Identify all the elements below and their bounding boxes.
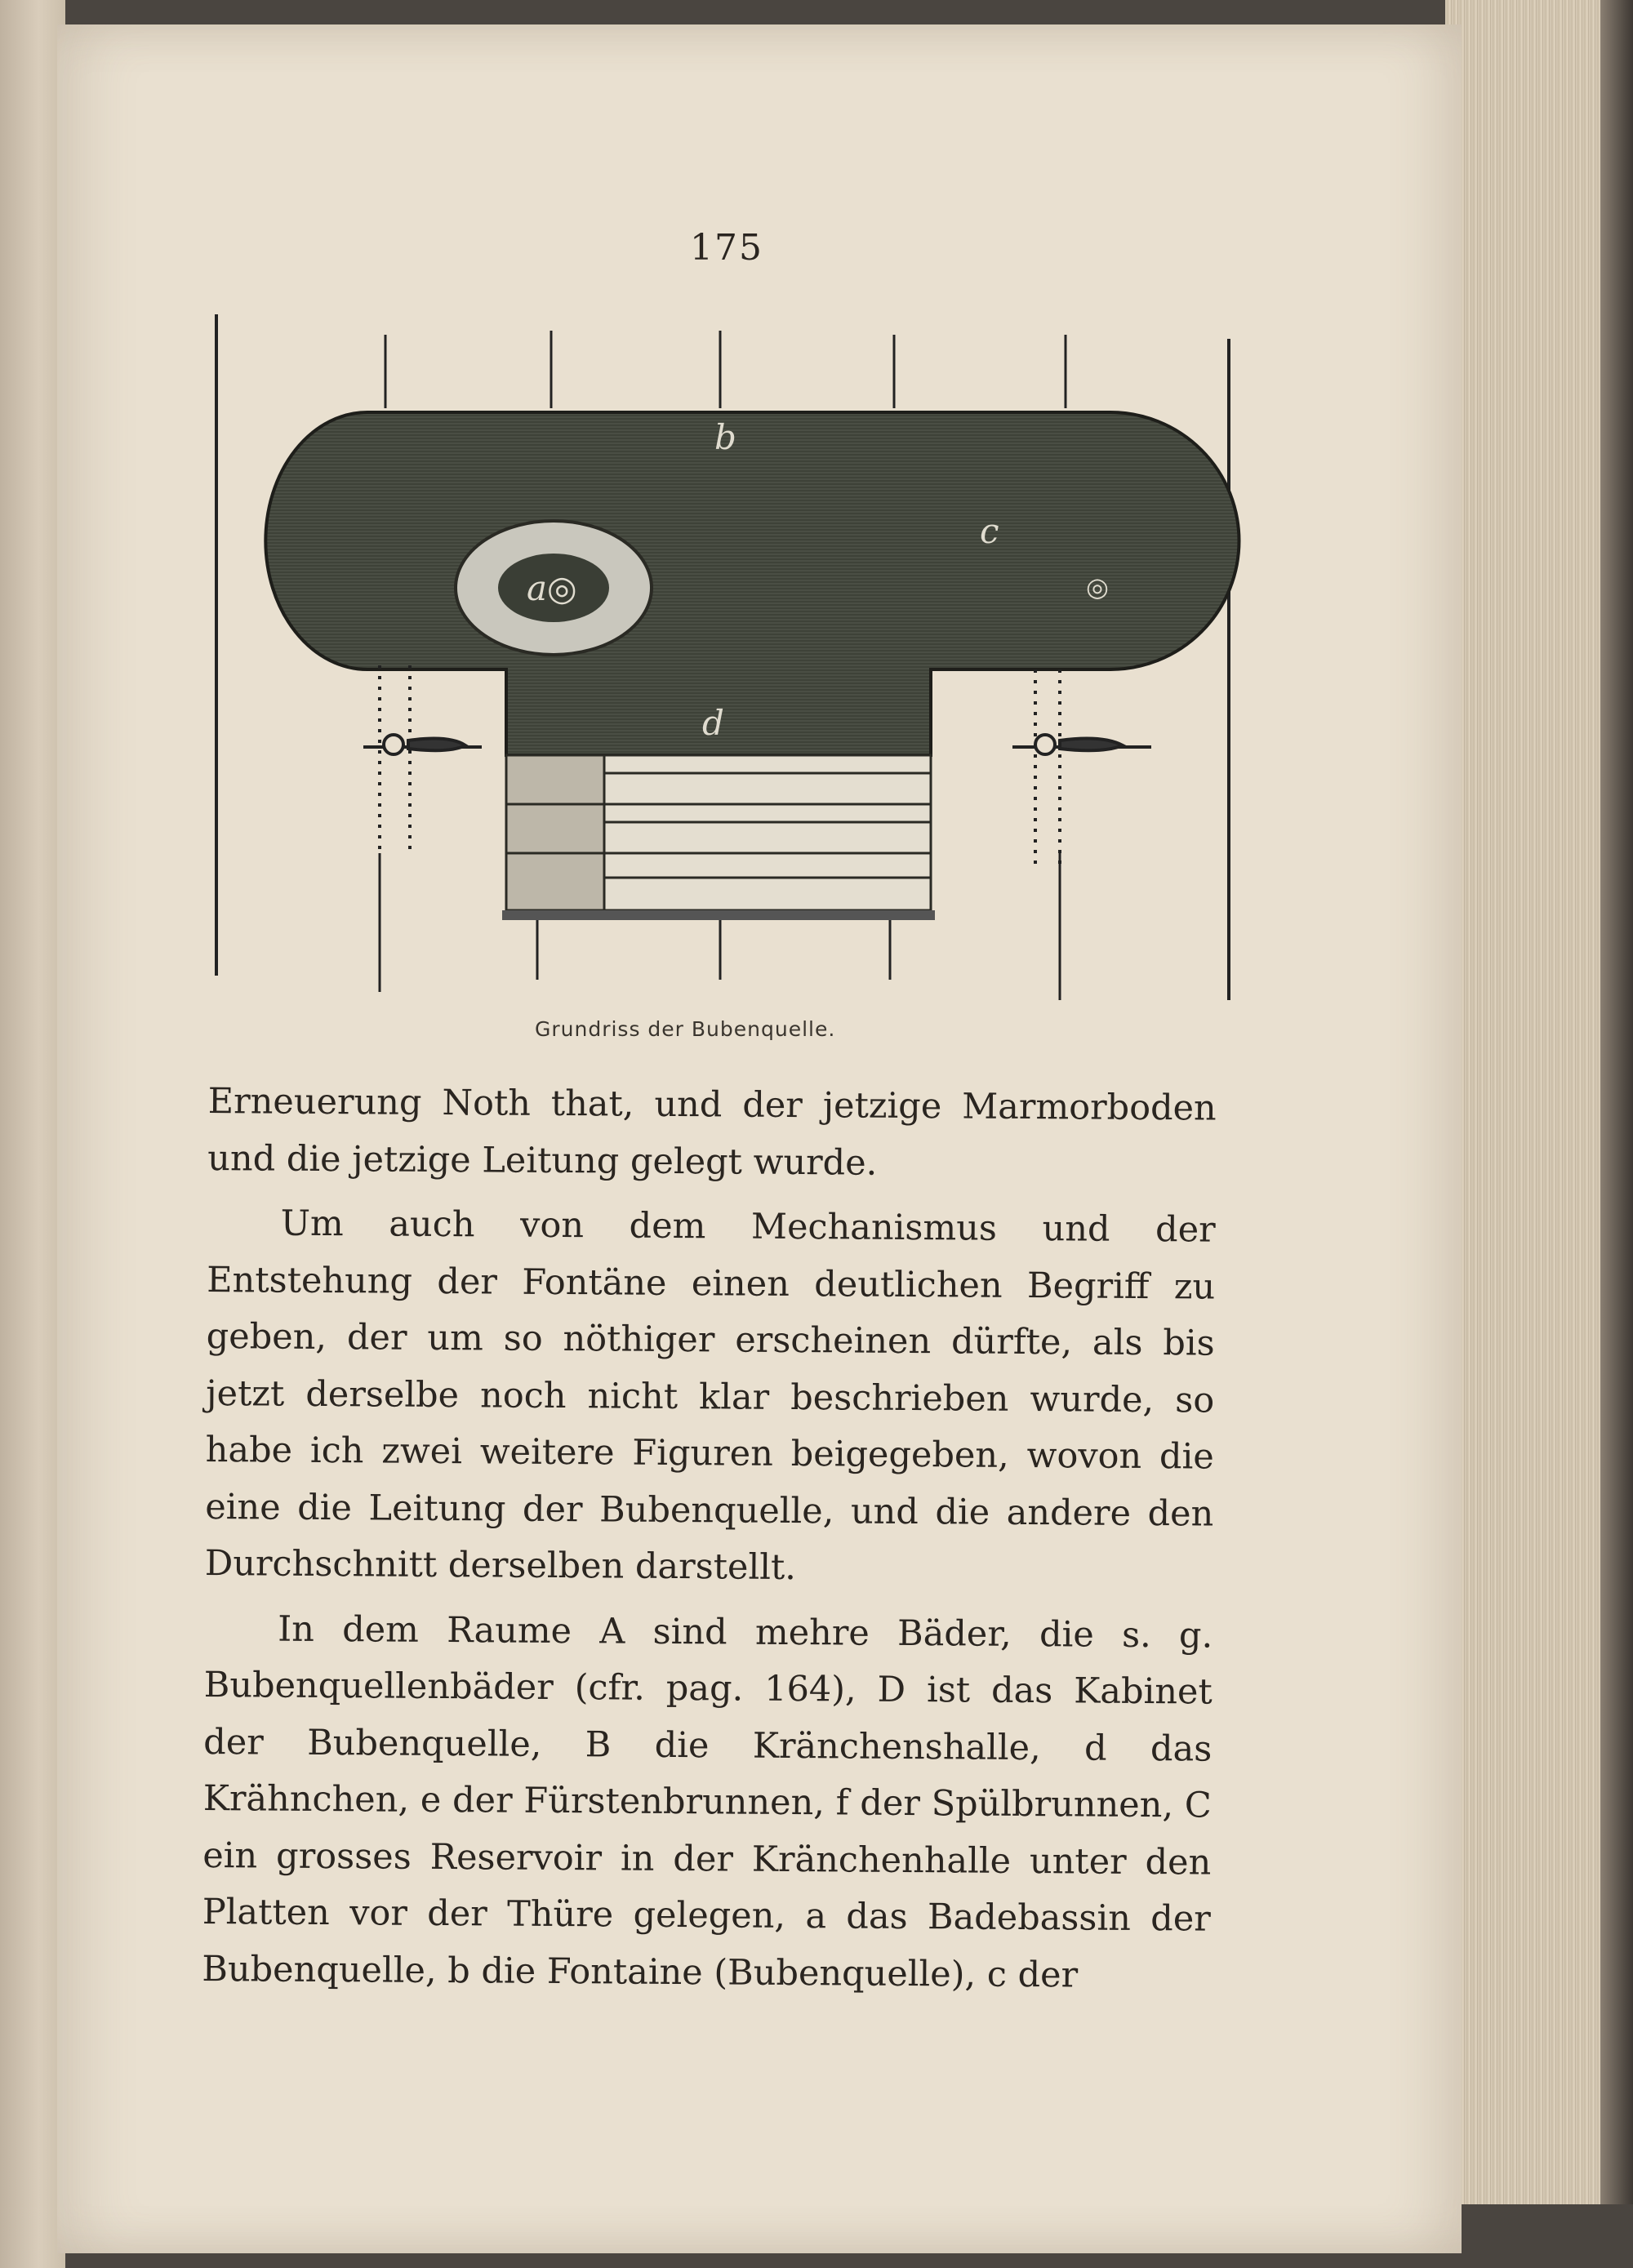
label-a: a◎ <box>527 568 577 608</box>
top-divider-lines <box>385 331 1066 408</box>
paragraph-2: Um auch von dem Mechanismus und der Entstehung der Fontäne einen deutlichen Begriff zu geben, der um so nöthiger erscheinen dürfte, als bis jetzt derselbe noch nicht klar beschrieben wurde, so habe ich zwei weitere Figuren beigegeben, wovon die eine die Leitung der Bubenquelle, und die andere den Durchschnitt derselben darstellt. <box>204 1203 1216 1589</box>
bottom-sill <box>502 910 935 920</box>
label-b: b <box>714 417 736 457</box>
paragraph-3: In dem Raume A sind mehre Bäder, die s. g. Bubenquellenbäder (cfr. pag. 164), D ist das Kabinet der Bubenquelle, B die Kränchenshalle, d das Krähnchen, e der Fürstenbrunnen, f der Spülbrunnen, C ein grosses Reservoir in der Kränchenhalle unter den Platten vor der Thüre gelegen, a das Badebassin der Bubenquelle, b die Fontaine (Bubenquelle), c der <box>202 1608 1213 1995</box>
tap-right <box>1012 735 1151 754</box>
paragraph-1: Erneuerung Noth that, und der jetzige Marmorboden und die jetzige Leitung gelegt wurde. <box>207 1080 1217 1184</box>
body-text <box>202 1074 1217 2005</box>
left-page-edge <box>0 0 65 2268</box>
figure-caption: Grundriss der Bubenquelle. <box>535 1017 836 1041</box>
label-c: c <box>980 511 999 551</box>
page-block-edges <box>1445 0 1633 2204</box>
steps <box>506 755 931 910</box>
label-d: d <box>702 703 724 743</box>
book-shadow <box>1600 0 1633 2204</box>
page-number: 175 <box>690 227 763 269</box>
floor-plan-figure <box>204 314 1266 1016</box>
label-c-spring: ◎ <box>1086 571 1109 603</box>
